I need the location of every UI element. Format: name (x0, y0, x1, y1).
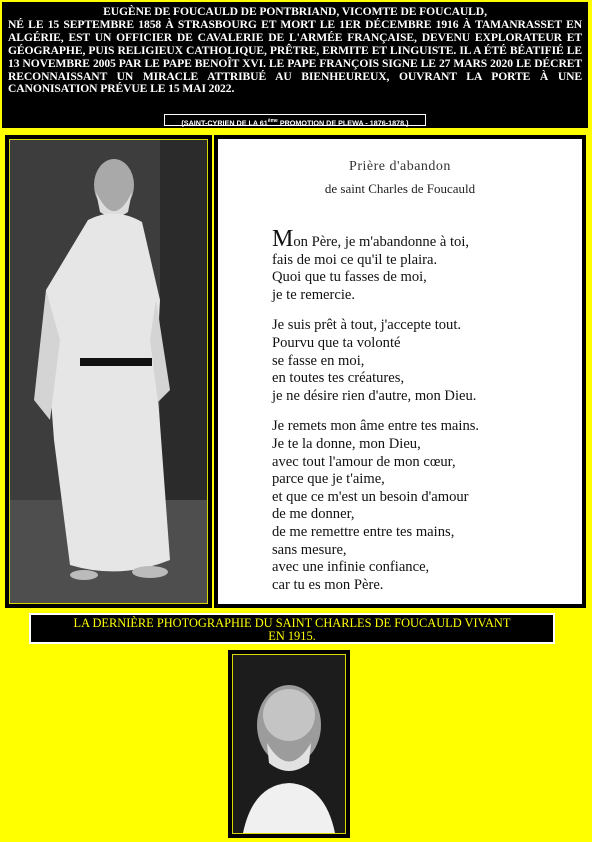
prayer-line: sans mesure, (272, 541, 347, 558)
prayer-line-text: on Père, je m'abandonne à toi, (293, 234, 470, 250)
portrait-full-photo (5, 135, 212, 608)
prayer-stanza (272, 418, 562, 594)
note-before: (SAINT-CYRIEN DE LA 61 (181, 118, 268, 128)
note-after: PROMOTION DE PLEWA - 1876-1878.) (277, 118, 409, 128)
prayer-subtitle: de saint Charles de Foucauld (324, 181, 476, 196)
saint-cyr-note (164, 114, 426, 126)
closeup-face-illustration (233, 655, 345, 833)
prayer-stanza (272, 226, 562, 304)
note-sup: ème (267, 118, 278, 124)
prayer-line: Je te la donne, mon Dieu, (272, 435, 421, 452)
portrait-full-image (9, 139, 208, 604)
bio-body: NÉ LE 15 SEPTEMBRE 1858 À STRASBOURG ET MORT LE 1ER DÉCEMBRE 1916 À TAMANRASSET EN ALGÉRIE, EST UN OFFICIER DE CAVALERIE DE L'ARMÉE FRANÇAISE, DEVENU EXPLORATEUR ET GÉOGRAPHE, PUIS RELIGIEUX CATHOLIQUE, PRÊTRE, ERMITE ET LINGUISTE. IL A ÉTÉ BÉATIFIÉ LE 13 NOVEMBRE 2005 PAR LE PAPE BENOÎT XVI. LE PAPE FRANÇOIS SIGNE LE 27 MARS 2020 LE DÉCRET RECONNAISSANT UN MIRACLE ATTRIBUÉ AU BIENHEUREUX, OUVRANT LA PORTE À UNE CANONISATION PRÉVUE LE 15 MAI 2022. (8, 17, 582, 96)
portrait-closeup-photo (228, 650, 350, 838)
prayer-line: en toutes tes créatures, (272, 370, 405, 387)
prayer-line: Je remets mon âme entre tes mains. (272, 418, 480, 435)
prayer-line: car tu es mon Père. (272, 576, 384, 593)
prayer-line (272, 226, 562, 252)
prayer-line: je te remercie. (272, 286, 356, 303)
prayer-dropcap: M (272, 226, 294, 252)
bio-text (8, 6, 582, 96)
caption-line-2: EN 1915. (268, 629, 316, 643)
standing-figure-illustration (10, 140, 207, 603)
portrait-closeup-image (232, 654, 346, 834)
prayer-line: parce que je t'aime, (272, 471, 385, 488)
prayer-title: Prière d'abandon (349, 159, 451, 174)
photo-caption (29, 613, 555, 644)
prayer-line: Pourvu que ta volonté (272, 334, 401, 351)
prayer-body (272, 226, 562, 594)
prayer-line: Quoi que tu fasses de moi, (272, 269, 427, 286)
prayer-line: et que ce m'est un besoin d'amour (272, 488, 469, 505)
prayer-panel (214, 135, 586, 608)
caption-line-1: LA DERNIÈRE PHOTOGRAPHIE DU SAINT CHARLES DE FOUCAULD VIVANT (73, 616, 511, 630)
prayer-line: je ne désire rien d'autre, mon Dieu. (272, 387, 477, 404)
prayer-stanza (272, 317, 562, 405)
prayer-line: Je suis prêt à tout, j'accepte tout. (272, 317, 462, 334)
prayer-line: de me donner, (272, 506, 355, 523)
bio-header (2, 2, 588, 128)
bio-first-line: EUGÈNE DE FOUCAULD DE PONTBRIAND, VICOMTE DE FOUCAULD, (103, 5, 487, 18)
prayer-line: se fasse en moi, (272, 352, 365, 369)
prayer-line: avec tout l'amour de mon cœur, (272, 453, 456, 470)
prayer-line: fais de moi ce qu'il te plaira. (272, 251, 438, 268)
prayer-card (218, 139, 582, 604)
prayer-line: avec une infinie confiance, (272, 559, 430, 576)
prayer-line: de me remettre entre tes mains, (272, 523, 455, 540)
